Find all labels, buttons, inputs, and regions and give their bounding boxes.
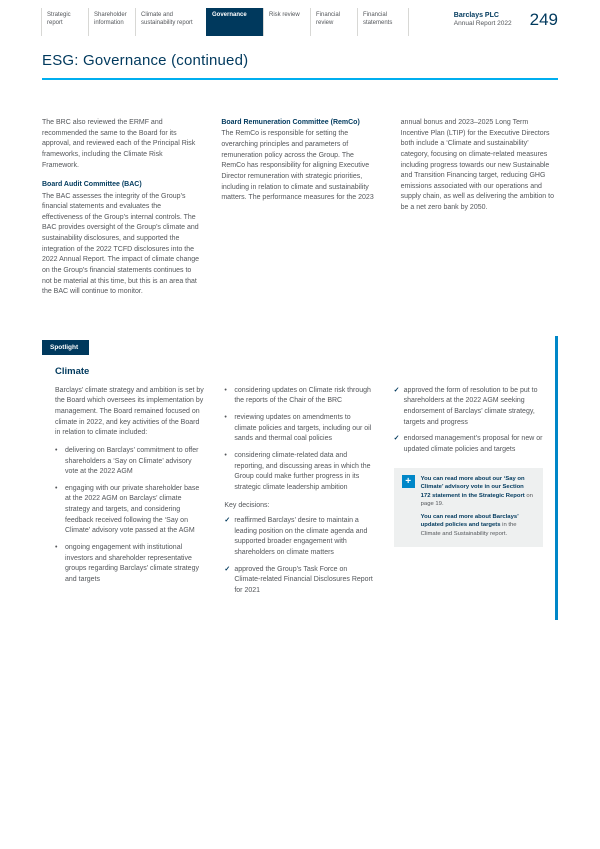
spotlight-column-1 (55, 386, 204, 603)
tab-financial-review[interactable] (310, 8, 358, 36)
key-decision-item (394, 386, 543, 429)
tab-label: Governance (212, 12, 247, 18)
list-item-text: endorsed management’s proposal for new or updated climate policies and targets (403, 435, 543, 453)
spotlight-column-2 (224, 386, 373, 603)
brand-subtitle: Annual Report 2022 (453, 20, 512, 28)
tab-risk-review[interactable] (263, 8, 311, 36)
bullet-icon: • (55, 484, 58, 492)
list-item-text: approved the Group’s Task Force on Climate-related Financial Disclosures Report for 2021 (234, 565, 373, 594)
body-column-2 (221, 118, 378, 306)
list-item (224, 413, 373, 445)
callout-bold-text: You can read more about Barclays’ updated policies and targets (420, 513, 519, 529)
list-item (55, 543, 204, 586)
spotlight-column-3 (394, 386, 543, 603)
section-heading-remco: Board Remuneration Committee (RemCo) (221, 119, 360, 126)
bullet-icon: • (55, 446, 58, 454)
tab-label: Climate and sustainability report (141, 12, 193, 27)
spotlight-tag: Spotlight (42, 340, 89, 355)
list-item (55, 446, 204, 478)
callout-text (421, 475, 535, 539)
page-title: ESG: Governance (continued) (42, 52, 249, 69)
bullet-icon: • (224, 451, 227, 459)
spotlight-columns (55, 386, 543, 603)
tab-label: Shareholder information (94, 12, 127, 27)
body-column-3 (401, 118, 558, 306)
bullet-icon: • (224, 386, 227, 394)
list-item-text: ongoing engagement with institutional investors and shareholder representative groups regarding Barclays’ climate strategy and targets (65, 543, 199, 583)
callout-bold-text: You can read more about our ‘Say on Climate’ advisory vote in our Section 172 statement in the Strategic Report (420, 475, 525, 499)
list-item-text: approved the form of resolution to be put to shareholders at the 2022 AGM seeking endorsement of Barclays’ climate strategy, targets and progress (403, 386, 538, 426)
body-column-1 (42, 118, 199, 306)
list-item (224, 386, 373, 407)
spotlight-panel (42, 336, 558, 621)
paragraph: The BRC also reviewed the ERMF and recommended the same to the Board for its approval, and reviewed each of the Principal Risk frameworks, including the Climate Risk Framework. (42, 119, 196, 169)
tab-governance[interactable] (206, 8, 264, 36)
report-section-tabs (42, 8, 409, 36)
key-decision-item (224, 565, 373, 597)
tab-label: Financial statements (363, 12, 393, 27)
callout-regular-text: in the Climate and Sustainability report. (420, 522, 517, 537)
top-navigation (42, 8, 558, 36)
report-brand (454, 8, 558, 36)
list-item-text: engaging with our private shareholder base at the 2022 AGM on Barclays’ climate strategy and targets, and considering feedback received following the ‘Say on Climate’ advisory vote passed at the AGM (65, 484, 200, 535)
page-number: 249 (529, 10, 558, 29)
tab-label: Strategic report (47, 12, 71, 27)
plus-icon: + (402, 475, 415, 488)
tab-financial-statements[interactable] (357, 8, 409, 36)
callout-item (421, 513, 535, 539)
body-columns (42, 118, 558, 306)
list-item-text: considering climate-related data and reporting, and discussing areas in which the Group could make further progress in its strategic climate leadership ambition (234, 451, 371, 491)
list-item (224, 451, 373, 494)
bullet-icon: • (224, 414, 227, 422)
spotlight-heading: Climate (55, 365, 90, 377)
bullet-icon: • (55, 543, 58, 551)
list-item-text: delivering on Barclays’ commitment to offer shareholders a ‘Say on Climate’ advisory vote at the 2022 AGM (65, 446, 199, 476)
tab-climate-and-sustainability-report[interactable] (135, 8, 207, 36)
key-decision-item (394, 434, 543, 455)
title-divider (42, 78, 558, 80)
paragraph: The RemCo is responsible for setting the overarching principles and parameters of remuneration policy across the Group. The RemCo has responsibility for aligning Executive Director remuneration with strategic priorities, including in relation to climate and sustainability matters. The performance measures for the 2023 (221, 130, 374, 202)
list-item-text: reviewing updates on amendments to climate policies and targets, including our oil sands and thermal coal policies (234, 414, 372, 443)
brand-name: Barclays PLC (453, 12, 499, 19)
tab-label: Financial review (316, 12, 341, 27)
list-item-text: reaffirmed Barclays’ desire to maintain a leading position on the climate agenda and supported broader engagement with shareholders on climate matters (234, 517, 368, 556)
paragraph: annual bonus and 2023–2025 Long Term Incentive Plan (LTIP) for the Executive Directors both include a ‘Climate and sustainability’ category, focusing on climate-related measures including progress towards our new Sustainable and Transition Financing target, reducing GHG emissions associated with our operations and supply chain, as well as delivering the ambition to be a net zero bank by 2050. (400, 119, 554, 211)
checkmark-icon: ✓ (393, 435, 400, 443)
tab-strategic-report[interactable] (41, 8, 89, 36)
key-decision-item (224, 516, 373, 559)
tab-shareholder-information[interactable] (88, 8, 136, 36)
list-item-text: considering updates on Climate risk through the reports of the Chair of the BRC (234, 386, 371, 405)
checkmark-icon: ✓ (224, 565, 231, 573)
callout-item (421, 475, 535, 509)
brand-text (454, 11, 512, 29)
read-more-callout (394, 468, 543, 547)
tab-label: Risk review (269, 12, 300, 18)
list-item (55, 484, 204, 537)
spotlight-intro: Barclays’ climate strategy and ambition is set by the Board which oversees its implementation by management. The Board remained focused on climate in 2022, and key activities of the Board in relation to climate included: (55, 386, 204, 437)
section-heading-bac: Board Audit Committee (BAC) (42, 181, 142, 189)
spotlight-box (42, 355, 555, 621)
checkmark-icon: ✓ (393, 386, 400, 394)
callout-regular-text: on page 19. (420, 492, 533, 508)
key-decisions-label: Key decisions: (224, 502, 270, 510)
checkmark-icon: ✓ (224, 517, 231, 525)
paragraph: The BAC assesses the integrity of the Group’s financial statements and evaluates the effectiveness of the Group’s internal controls. The BAC provides oversight of the Group’s climate and sustainability disclosures, and supported the integration of the 2022 TCFD disclosures into the 2022 Annual Report. The impact of climate change on the Group’s financial statements continues to not be material at this time, but this is an area that the BAC will continue to monitor. (42, 192, 200, 296)
